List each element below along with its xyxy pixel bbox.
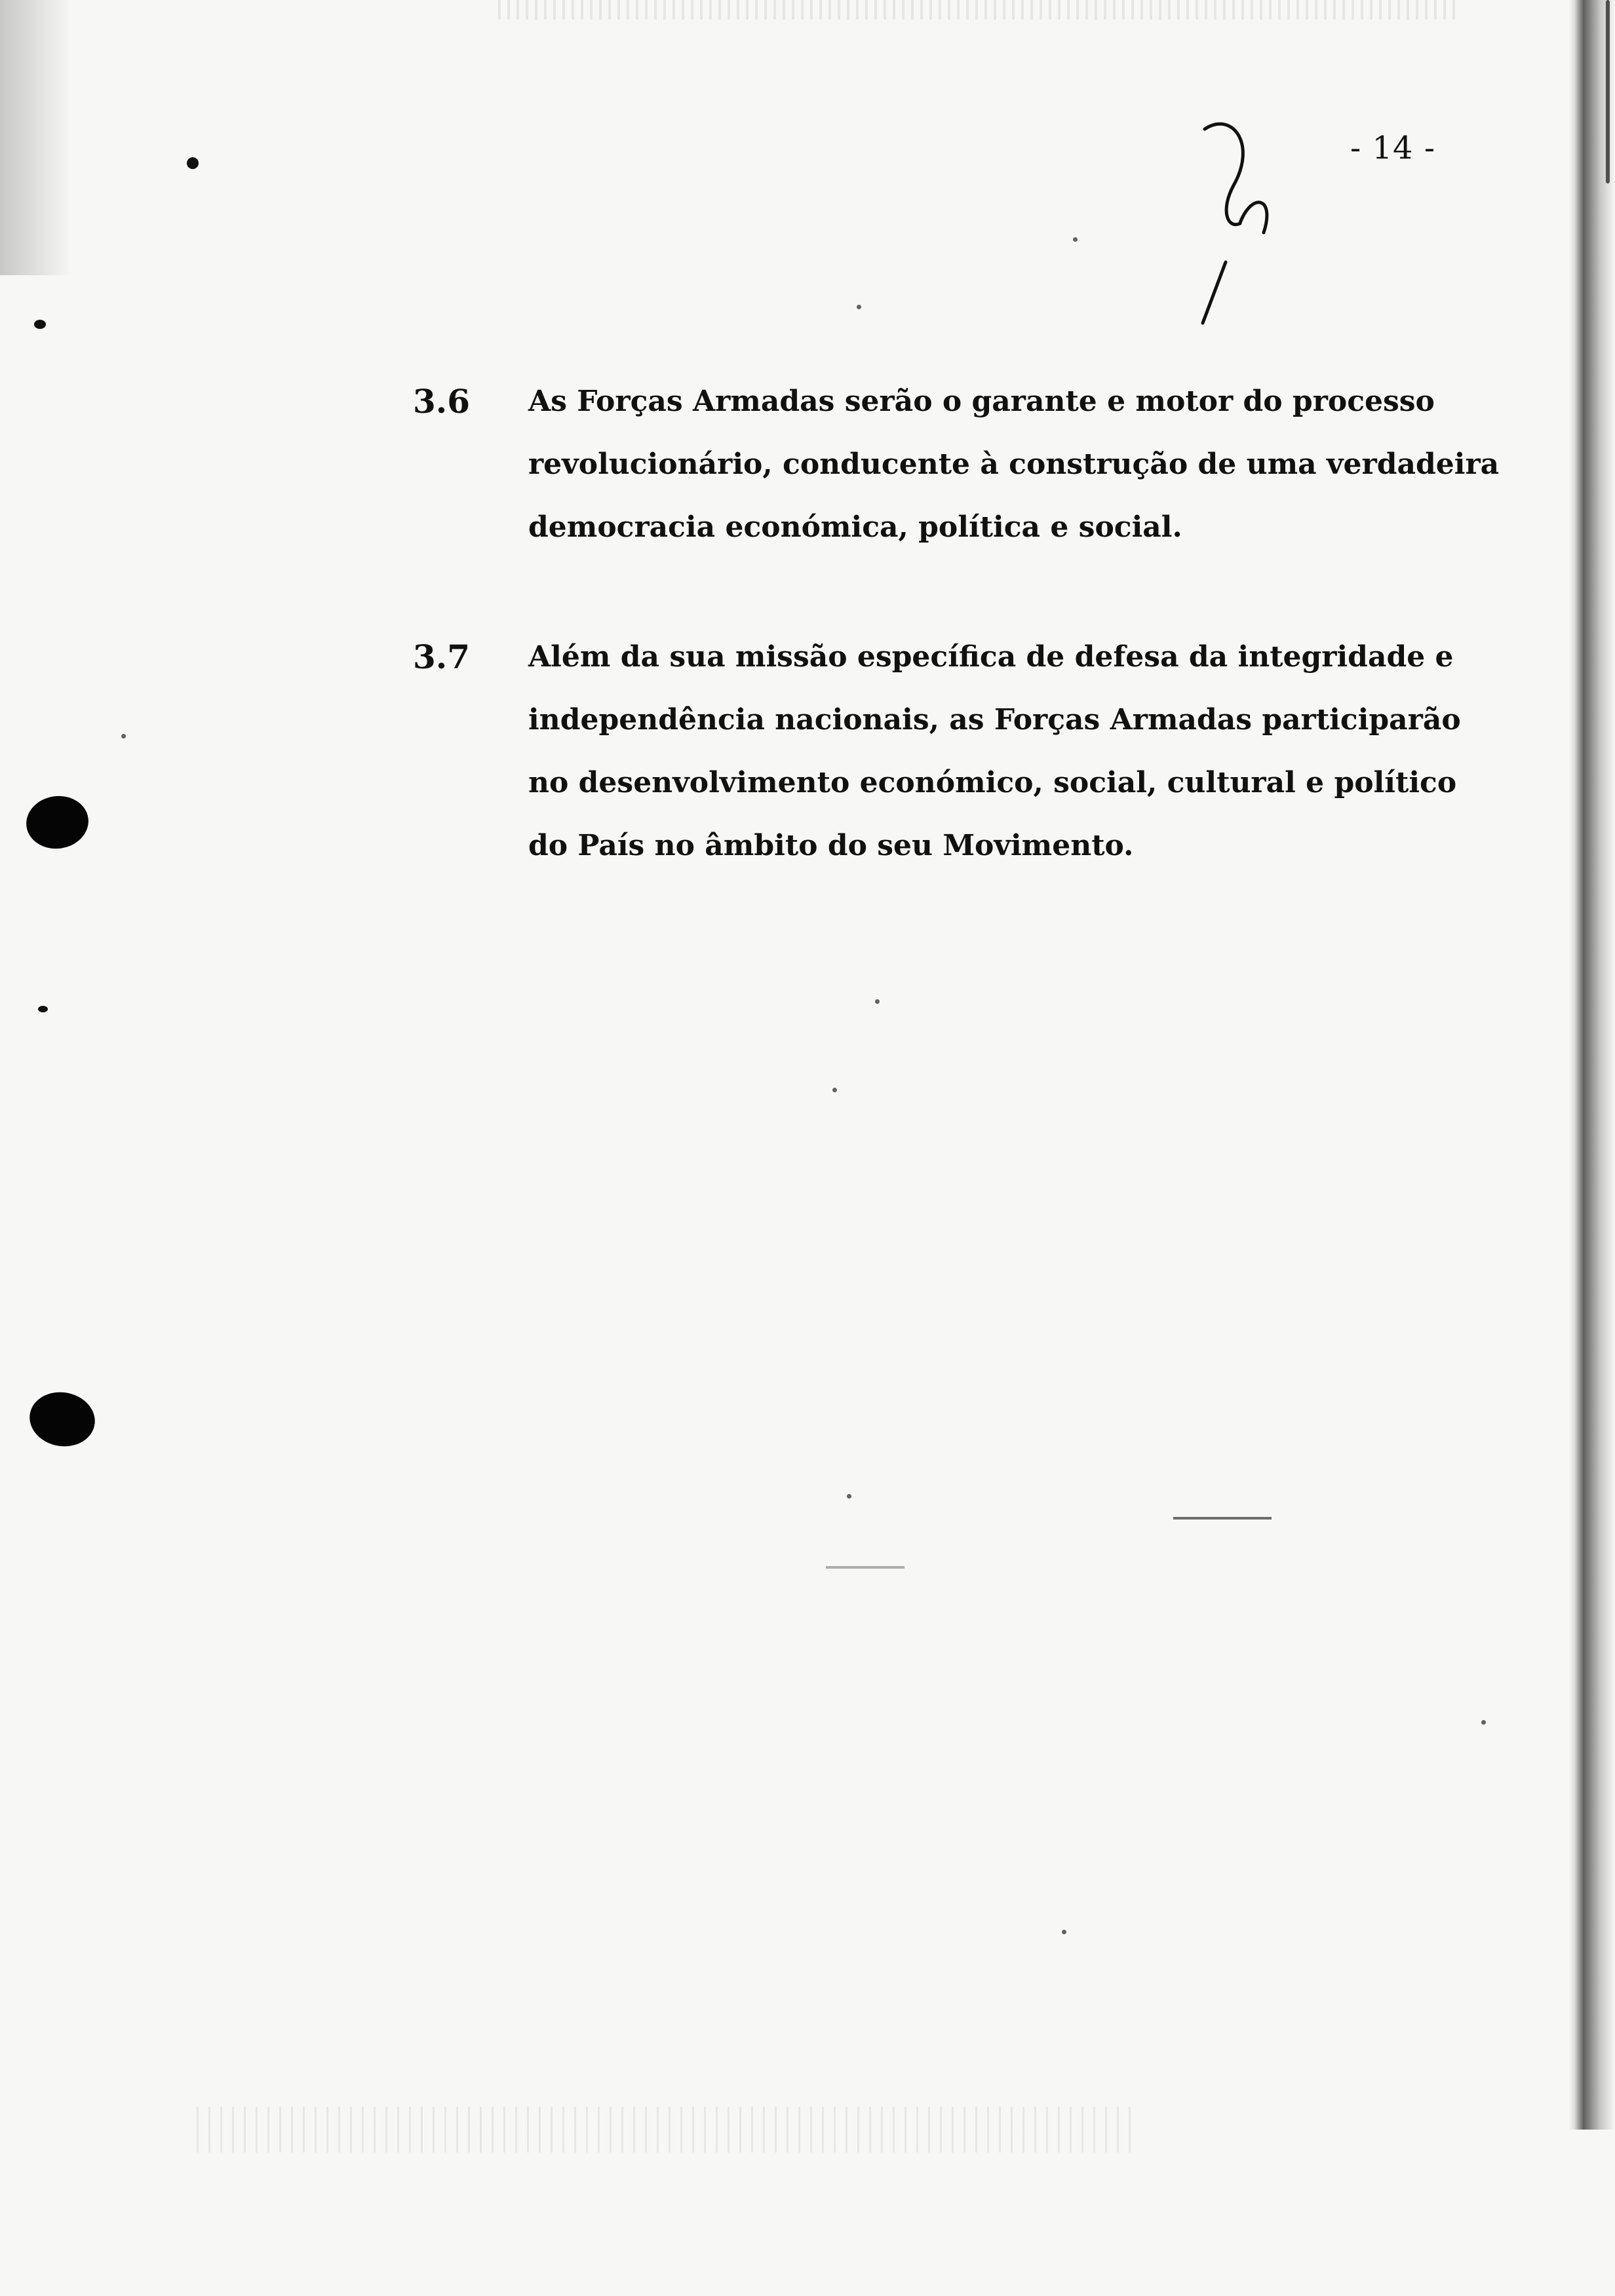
scan-speck — [832, 1088, 837, 1092]
top-scan-noise — [498, 0, 1455, 20]
page-number: - 14 - — [1350, 130, 1436, 166]
scan-speck — [1073, 237, 1078, 242]
section-paragraph — [528, 626, 1485, 877]
paragraph-line: democracia económica, política e social. — [528, 510, 1182, 544]
right-scan-edge — [1569, 0, 1615, 2130]
scan-speck — [875, 999, 880, 1004]
scan-speck — [1481, 1720, 1486, 1725]
scan-dot — [187, 157, 199, 169]
section-paragraph — [528, 370, 1500, 559]
scan-speck — [857, 305, 861, 309]
scan-line-mark — [1173, 1517, 1272, 1520]
paragraph-line: independência nacionais, as Forças Armadas participarão — [528, 703, 1461, 737]
binder-hole-mark — [26, 1387, 100, 1451]
section-number: 3.6 — [413, 382, 470, 421]
handwritten-signature — [1180, 115, 1304, 331]
right-edge-mark — [1606, 0, 1610, 183]
scan-line-mark — [826, 1566, 905, 1569]
left-scan-edge — [0, 0, 72, 275]
paragraph-line: Além da sua missão específica de defesa da integridade e — [528, 640, 1454, 674]
paragraph-line: revolucionário, conducente à construção de uma verdadeira — [528, 448, 1500, 481]
paragraph-line: no desenvolvimento económico, social, cultural e político — [528, 766, 1457, 799]
scan-speck — [121, 734, 126, 738]
section-number: 3.7 — [413, 638, 470, 676]
scan-speck — [1062, 1930, 1066, 1934]
scan-speck — [847, 1494, 851, 1499]
scan-dot — [38, 1006, 48, 1012]
binder-hole-mark — [23, 792, 92, 852]
paragraph-line: do País no âmbito do seu Movimento. — [528, 829, 1134, 862]
paragraph-line: As Forças Armadas serão o garante e motor do processo — [528, 385, 1435, 418]
bottom-scan-noise — [197, 2107, 1140, 2152]
scan-dot — [34, 320, 46, 329]
